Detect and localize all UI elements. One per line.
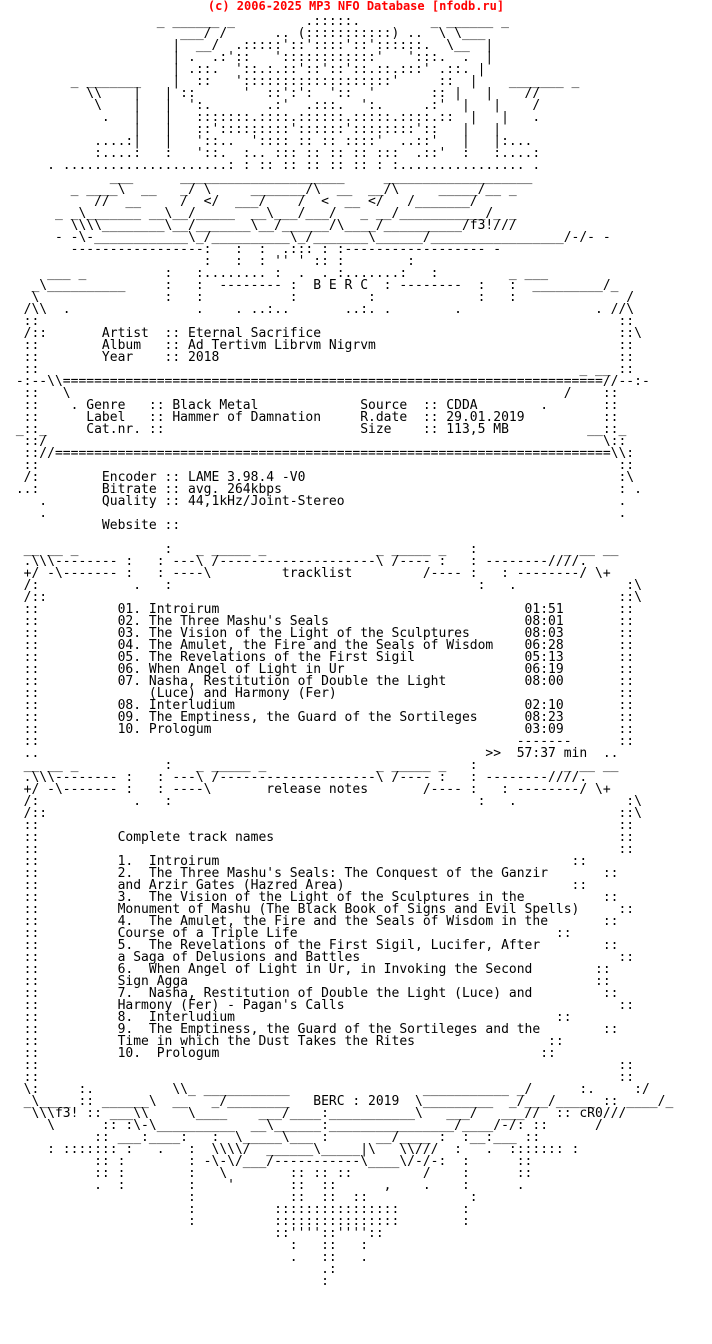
nfo-line: _::_ Cat.nr. :: Size :: 113,5 MB __::_: [8, 422, 627, 437]
nfo-line: :: 9. The Emptiness, the Guard of the Sortileges and the ::: [8, 1022, 619, 1037]
nfo-line: . .....................: : :: :: :: :: :: : :................ .: [8, 158, 541, 173]
nfo-line: _ ______ _ .:::::. _ ______ _: [8, 14, 509, 29]
nfo-line: :: ___:____: : \_____\___ : __/____ : :__:___ ::: [8, 1130, 541, 1145]
nfo-line: .:: [8, 1262, 337, 1277]
nfo-line: :: 03. The Vision of the Light of the Sculptures 08:03 ::: [8, 626, 635, 641]
nfo-line: :: ::: [8, 314, 635, 329]
nfo-line: _ ____\ __ _/ \ _______/\ __ __/\ _____/__ _: [8, 182, 517, 197]
site-header: (c) 2006-2025 MP3 NFO Database [nfodb.ru]: [207, 0, 505, 13]
nfo-line: /:: Artist :: Eternal Sacrifice ::\: [8, 326, 642, 341]
nfo-line: /\\ . . . ..:.. ..:. . . . //\: [8, 302, 635, 317]
nfo-line: :://=======================================================================\\:: [8, 446, 635, 461]
nfo-line: \\\f3! :: ___\\ \____ ___/____:___________\ ___/ ___// :: cR0///: [8, 1106, 627, 1121]
nfo-line: :: 07. Nasha, Restitution of Double the Light 08:00 ::: [8, 674, 635, 689]
nfo-line: :: Sign Agga ::: [8, 974, 611, 989]
nfo-line: \\\\________\__/_______\__/______/\____/__________/f3!///: [8, 218, 517, 233]
nfo-line: :: Course of a Triple Life ::: [8, 926, 572, 941]
nfo-line: . Quality :: 44,1kHz/Joint-Stereo .: [8, 494, 627, 509]
nfo-line: . :: .: [8, 1250, 369, 1265]
nfo-line: __ __ _ : _ _____ _ _ _____ _ : _ __ __: [8, 758, 619, 773]
nfo-line: : ::::::: : . : \\\\/ ______\_____|\ \\/// : . ::::::: :: [8, 1142, 580, 1157]
nfo-line: :: 05. The Revelations of the First Sigil 05:13 ::: [8, 650, 635, 665]
nfo-line: - -\-____________\_/__________\_/_______\______/_________________/-/- -: [8, 230, 611, 245]
nfo-line: :: ::: [8, 458, 635, 473]
nfo-line: :: 10. Prologum 03:09 ::: [8, 722, 635, 737]
nfo-line: :: 2. The Three Mashu's Seals: The Conquest of the Ganzir ::: [8, 866, 619, 881]
nfo-line: :: Complete track names ::: [8, 830, 635, 845]
nfo-line: : :: :: :: :: [8, 1190, 478, 1205]
nfo-line: \ | | ':. .:' .:::. ':. .:' | | /: [8, 98, 541, 113]
nfo-line: _\____ :: ______\ __ _/________ BERC : 2019 \_________ _/___/_____ :: ____/_: [8, 1094, 674, 1109]
nfo-line: ___ _____________________ ___________________: [8, 170, 533, 185]
nfo-line: /:: ::\: [8, 806, 642, 821]
nfo-line: :: : : \ :: :: :: / : ::: [8, 1166, 533, 1181]
nfo-line: | . .:':: '::::::::::::' ':::. . |: [8, 50, 494, 65]
nfo-line: :: a Saga of Delusions and Battles ::: [8, 950, 635, 965]
nfo-line: :: ::: [8, 818, 635, 833]
nfo-line: :: ::: [8, 1058, 635, 1073]
nfo-line: ___/ / .. (:::::::::::) .. \ \___: [8, 26, 486, 41]
nfo-line: ..: Bitrate :: avg. 264kbps : .: [8, 482, 642, 497]
nfo-line: :: 7. Nasha, Restitution of Double the Light (Luce) and ::: [8, 986, 619, 1001]
nfo-line: :: (Luce) and Harmony (Fer) ::: [8, 686, 635, 701]
nfo-line: :: 06. When Angel of Light in Ur 06:19 ::: [8, 662, 635, 677]
nfo-line: ___ _ : :........ : . . :.......: : _ ___: [8, 266, 549, 281]
nfo-line: :: ::: [8, 1070, 635, 1085]
nfo-line: .\\\-------- : : ---\ /--------------------\ /---- : : --------////.: [8, 770, 588, 785]
nfo-line: \\ | | :: ' ::':': ':: ' :: | | //: [8, 86, 541, 101]
nfo-line: ::/ \::: [8, 434, 627, 449]
nfo-line: /: . : : . :\: [8, 578, 642, 593]
nfo-line: :: 04. The Amulet, the Fire and the Seals of Wisdom 06:28 ::: [8, 638, 635, 653]
nfo-line: :: 01. Introirum 01:51 ::: [8, 602, 635, 617]
nfo-line: \ : : : : : : /: [8, 290, 635, 305]
nfo-line: .. >> 57:37 min ..: [8, 746, 619, 761]
nfo-line: \ :: :\-\__________ __\______:________________/____/-/: :: /: [8, 1118, 603, 1133]
nfo-line: \: :. \\_ ___________ ___________ _/ :. :/: [8, 1082, 650, 1097]
nfo-line: :: \ / ::: [8, 386, 619, 401]
nfo-line: :: : : -\-\/___/-----------\____\/-/-: : ::: [8, 1154, 533, 1169]
nfo-line: :: Monument of Mashu (The Black Book of Signs and Evil Spells) ::: [8, 902, 635, 917]
nfo-line: :: Year :: 2018 ::: [8, 350, 635, 365]
nfo-line: Website ::: [8, 518, 181, 533]
nfo-line: : :::::::::::::::: :: [8, 1214, 470, 1229]
nfo-line: :: 02. The Three Mashu's Seals 08:01 ::: [8, 614, 635, 629]
nfo-line: . .: [8, 506, 627, 521]
nfo-line: :: 8. Interludium ::: [8, 1010, 572, 1025]
nfo-line: | | ::':::::::::'::::::'::::::::':: | |: [8, 122, 502, 137]
nfo-line: :: [8, 1274, 329, 1289]
nfo-line: :: 6. When Angel of Light in Ur, in Invoking the Second ::: [8, 962, 611, 977]
nfo-line: :: Harmony (Fer) - Pagan's Calls ::: [8, 998, 635, 1013]
nfo-line: +/ -\------- : : ----\ release notes /---- : : --------/ \+: [8, 782, 611, 797]
nfo-line: __ __ _ : _ _____ _ _ _____ _ : _ __ __: [8, 542, 619, 557]
nfo-line: : : : '' ' :: : :: [8, 254, 415, 269]
nfo-line: ....:| | '::.. ':::: :: :: ::::' ..::' | |:...: [8, 134, 533, 149]
nfo-line: .\\\-------- : : ---\ /--------------------\ /---- : : --------////.: [8, 554, 588, 569]
nfo-line: :....: : '::. :.. ::: :: :: :: ::: .::' : :....:: [8, 146, 541, 161]
nfo-line: _\__________ : : -------- : B E R C : -------- : : _________/_: [8, 278, 619, 293]
nfo-line: :: _ __ ::: [8, 362, 635, 377]
nfo-line: :: Time in which the Dust Takes the Rites ::: [8, 1034, 564, 1049]
nfo-line: _ _\_______ __\__/_____ __\___/___/ _ __/___________/_ _: [8, 206, 517, 221]
nfo-line: :: 10. Prologum ::: [8, 1046, 556, 1061]
nfo-line: | .::. '::.:.::'::'::'::.::.:::' .::. |: [8, 62, 486, 77]
nfo-line: :: and Arzir Gates (Hazred Area) ::: [8, 878, 588, 893]
nfo-line: ::''''::''''::: [8, 1226, 384, 1241]
nfo-line: :: 08. Interludium 02:10 ::: [8, 698, 635, 713]
nfo-line: -----------------: : : .::: : :------------------ -: [8, 242, 502, 257]
nfo-line: | __/ .:::::'::'::::'::'::::::. \__ |: [8, 38, 494, 53]
nfo-line: :: 4. The Amulet, the Fire and the Seals of Wisdom in the ::: [8, 914, 619, 929]
nfo-line: :: ------- ::: [8, 734, 635, 749]
nfo-line: /: . : : . :\: [8, 794, 642, 809]
nfo-line: :: Album :: Ad Tertivm Librvm Nigrvm ::: [8, 338, 635, 353]
nfo-line: _ _______ | :: ':::::::::::::::::::' :: | _______ _: [8, 74, 580, 89]
nfo-line: :: ::: [8, 842, 635, 857]
nfo-line: :: 09. The Emptiness, the Guard of the Sortileges 08:23 ::: [8, 710, 635, 725]
nfo-line: // __ / </ ___/ / < __ </ /_______/: [8, 194, 478, 209]
nfo-line: . : : ' :: :: , . : .: [8, 1178, 525, 1193]
nfo-line: : :::::::::::::::: :: [8, 1202, 470, 1217]
nfo-line: :: 3. The Vision of the Light of the Sculptures in the ::: [8, 890, 619, 905]
nfo-line: : :: :: [8, 1238, 369, 1253]
nfo-line: :: 5. The Revelations of the First Sigil, Lucifer, After ::: [8, 938, 619, 953]
nfo-line: :: 1. Introirum ::: [8, 854, 588, 869]
nfo-line: :: Label :: Hammer of Damnation R.date :: 29.01.2019 ::: [8, 410, 619, 425]
nfo-line: -:--\\=====================================================================//--:-: [8, 374, 650, 389]
nfo-line: . | | :::::::.::::.::::::.:::::.::::.:: | | .: [8, 110, 541, 125]
nfo-line: +/ -\------- : : ----\ tracklist /---- : : --------/ \+: [8, 566, 611, 581]
nfo-line: :: . Genre :: Black Metal Source :: CDDA . ::: [8, 398, 619, 413]
nfo-line: /: Encoder :: LAME 3.98.4 -V0 :\: [8, 470, 635, 485]
nfo-line: /:: ::\: [8, 590, 642, 605]
